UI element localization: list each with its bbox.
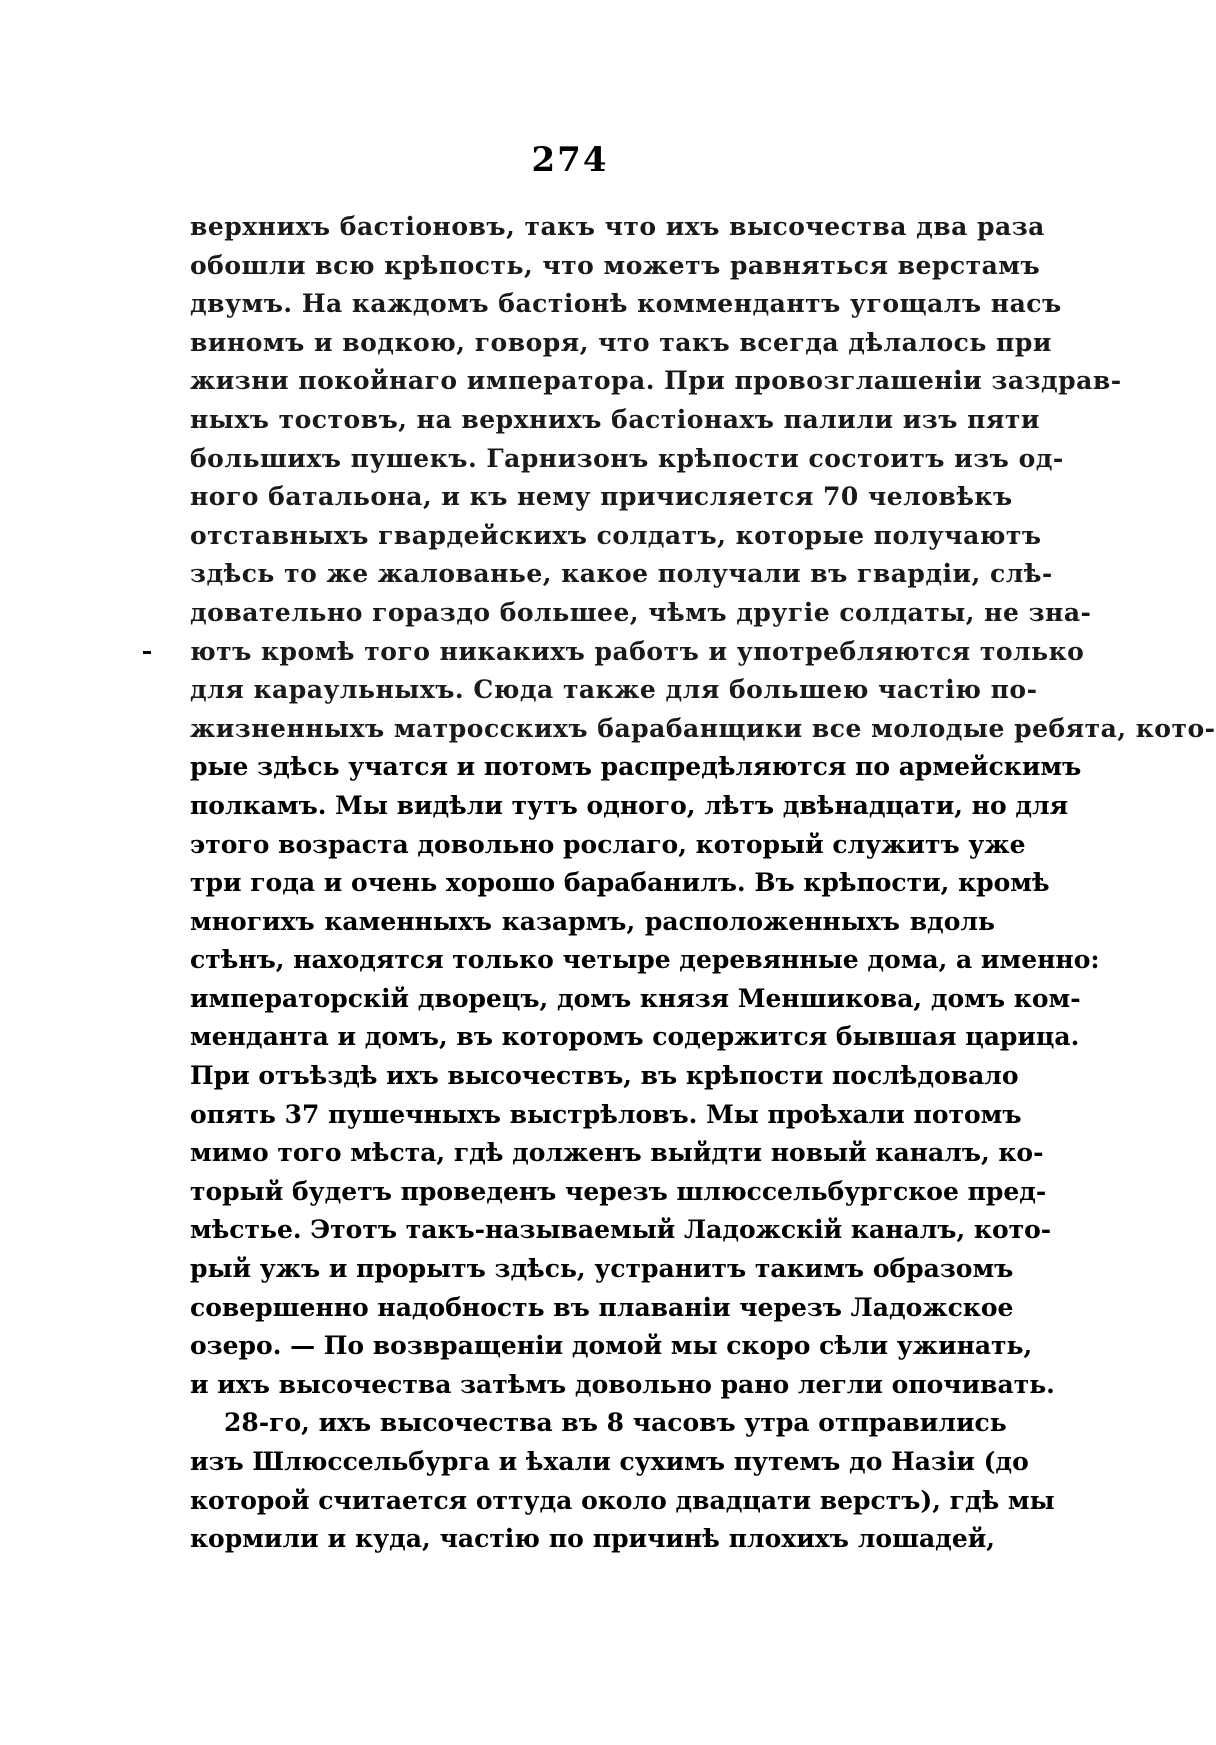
text-line: ютъ кромѣ того никакихъ работъ и употребляются только (190, 636, 1085, 666)
text-line: рый ужъ и прорытъ здѣсь, устранитъ такимъ образомъ (190, 1254, 1014, 1284)
text-line: полкамъ. Мы видѣли тутъ одного, лѣтъ двѣнадцати, но для (190, 790, 1069, 820)
text-line: кормили и куда, частію по причинѣ плохихъ лошадей, (190, 1524, 995, 1554)
text-line: и ихъ высочества затѣмъ довольно рано легли опочивать. (190, 1369, 1055, 1399)
text-line: верхнихъ бастіоновъ, такъ что ихъ высочества два раза (190, 212, 1045, 241)
text-line: При отъѣздѣ ихъ высочествъ, въ крѣпости послѣдовало (190, 1061, 1019, 1091)
text-line: стѣнъ, находятся только четыре деревянные дома, а именно: (190, 945, 1100, 975)
text-line: торый будетъ проведенъ черезъ шлюссельбургское пред- (190, 1176, 1047, 1206)
text-line: которой считается оттуда около двадцати верстъ), гдѣ мы (190, 1485, 1055, 1515)
text-line: здѣсь то же жалованье, какое получали въ гвардіи, слѣ- (190, 559, 1053, 589)
text-line: отставныхъ гвардейскихъ солдатъ, которые получаютъ (190, 520, 1042, 550)
text-line: 28-го, ихъ высочества въ 8 часовъ утра отправились (224, 1408, 1007, 1438)
text-line: императорскій дворецъ, домъ князя Меншикова, домъ ком- (190, 983, 1081, 1013)
text-line: довательно гораздо большее, чѣмъ другіе солдаты, не зна- (190, 597, 1092, 627)
text-line: мендантa и домъ, въ которомъ содержится бывшая царица. (190, 1022, 1080, 1052)
text-line: жизни покойнаго императора. При провозглашеніи заздрав- (190, 366, 1122, 396)
text-line: обошли всю крѣпость, что можетъ равняться верстамъ (190, 250, 1041, 280)
text-line: этого возраста довольно рослаго, который служитъ уже (190, 829, 1026, 859)
text-line: изъ Шлюссельбурга и ѣхали сухимъ путемъ до Назіи (до (190, 1447, 1029, 1476)
text-line: двумъ. На каждомъ бастіонѣ коммендантъ угощалъ насъ (190, 289, 1062, 319)
text-block (190, 208, 1216, 1559)
text-line: для караульныхъ. Сюда также для большею частію по- (190, 675, 1038, 705)
text-line: виномъ и водкою, говоря, что такъ всегда дѣлалось при (190, 327, 1052, 357)
text-line: ного батальона, и къ нему причисляется 70 человѣкъ (190, 482, 1013, 512)
margin-mark (143, 651, 151, 654)
text-line: ныхъ тостовъ, на верхнихъ бастіонахъ палили изъ пяти (190, 404, 1040, 434)
text-line: опять 37 пушечныхъ выстрѣловъ. Мы проѣхали потомъ (190, 1099, 1022, 1129)
page-number: 274 (531, 140, 609, 180)
text-line: жизненныхъ матросскихъ барабанщики все молодые ребята, кото- (190, 713, 1216, 743)
text-line: большихъ пушекъ. Гарнизонъ крѣпости состоитъ изъ од- (190, 443, 1064, 473)
text-line: три года и очень хорошо барабанилъ. Въ крѣпости, кромѣ (190, 868, 1050, 898)
text-line: многихъ каменныхъ казармъ, расположенныхъ вдоль (190, 906, 995, 936)
text-line: мимо того мѣста, гдѣ долженъ выйдти новый каналъ, ко- (190, 1138, 1044, 1168)
text-line: рые здѣсь учатся и потомъ распредѣляются по армейскимъ (190, 752, 1082, 782)
text-line: озеро. — По возвращеніи домой мы скоро сѣли ужинать, (190, 1331, 1033, 1361)
text-line: мѣстье. Этотъ такъ-называемый Ладожскій каналъ, кото- (190, 1215, 1052, 1245)
text-line: совершенно надобность въ плаваніи черезъ Ладожское (190, 1292, 1014, 1322)
